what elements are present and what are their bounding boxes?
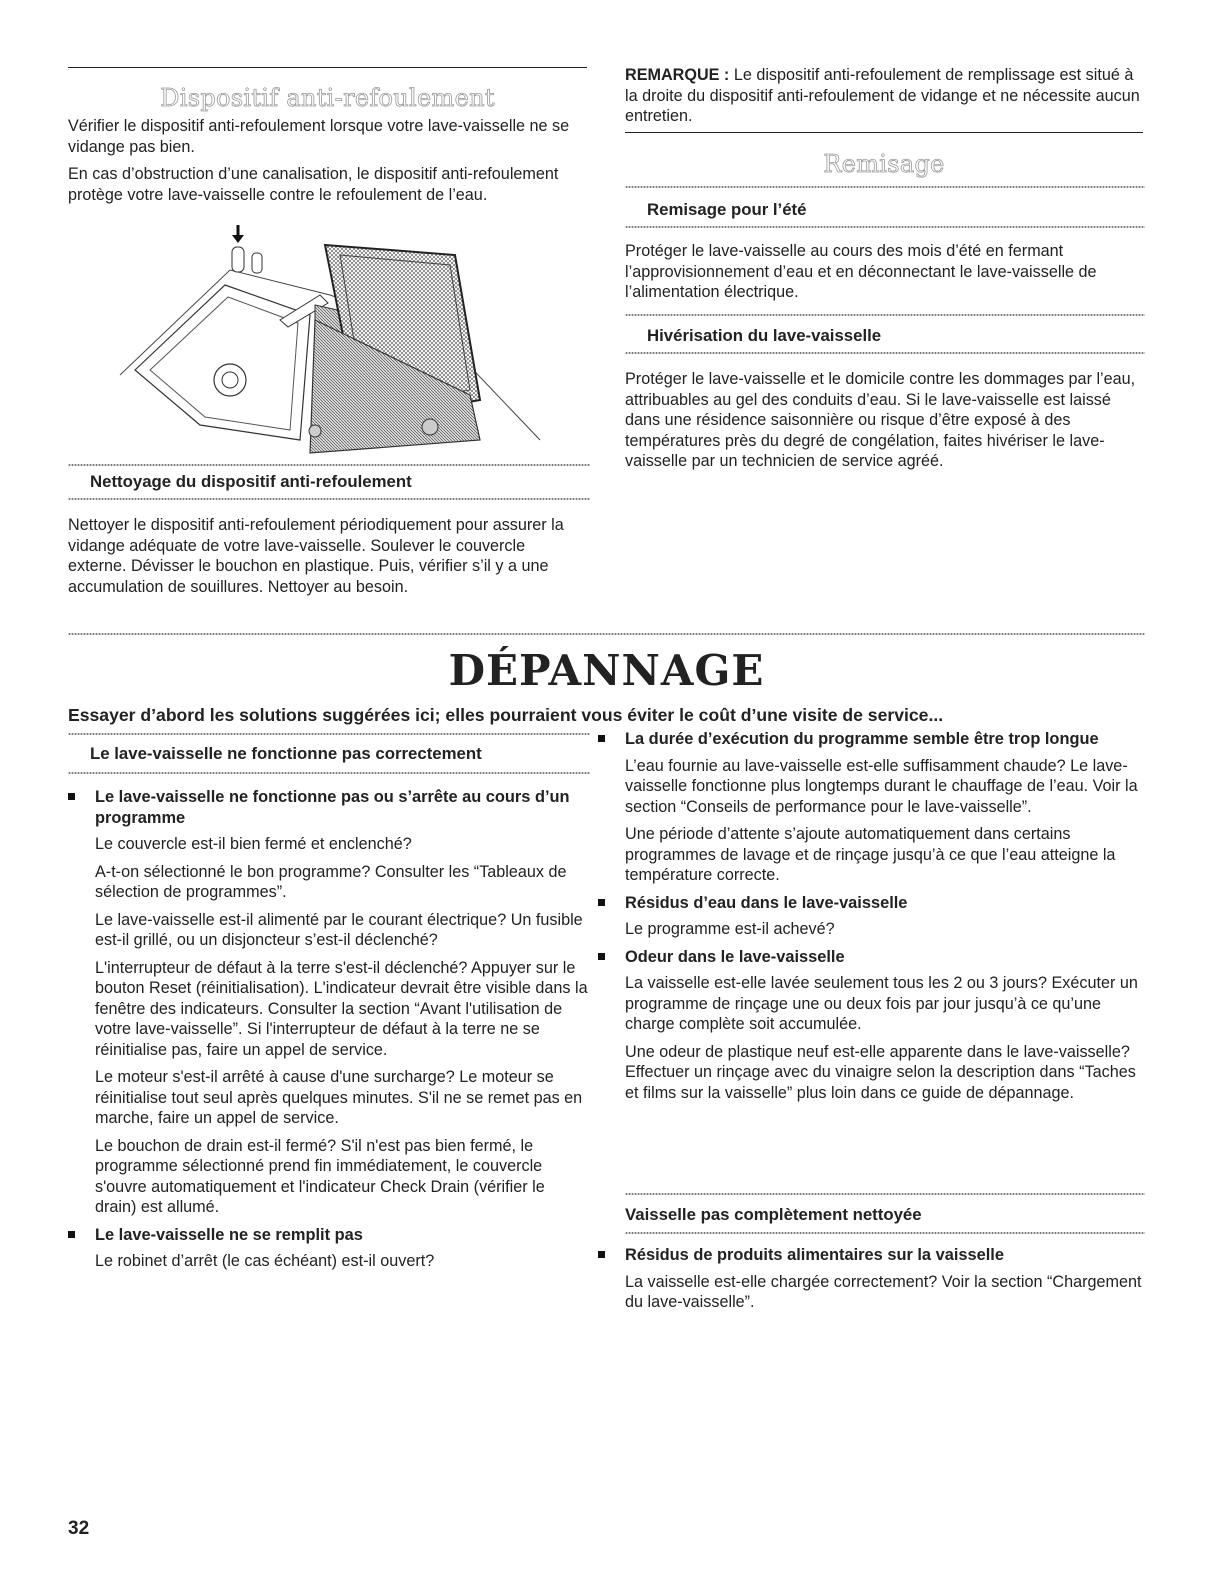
dotted-divider [625, 313, 1145, 317]
list-item [68, 787, 590, 828]
paragraph: Le moteur s'est-il arrêté à cause d'une surcharge? Le moteur se réinitialise tout seul après quelques minutes. S'il ne se remet pas en marche, faire un appel de service. [95, 1068, 583, 1127]
remarque-label: REMARQUE : [625, 66, 730, 84]
paragraph: Protéger le lave-vaisselle et le domicile contre les dommages par l’eau, attribuables au gel des conduits d’eau. Si le lave-vaisselle est laissé dans une résidence saisonnière ou risque d’être exposé à des températures près du degré de congélation, faites hivériser le lave-vaisselle par un technicien de service agréé. [625, 370, 1136, 470]
paragraph: Nettoyer le dispositif anti-refoulement périodiquement pour assurer la vidange adéquate de votre lave-vaisselle. Soulever le couvercle externe. Dévisser le bouchon en plastique. Puis, vérifier s’il y a une accumulation de souillures. Nettoyer au besoin. [68, 516, 564, 596]
depannage-right-column-bottom [598, 1245, 1146, 1320]
subheading-remisage-ete: Remisage pour l’été [647, 200, 807, 219]
list-item [68, 1225, 590, 1246]
page-title-depannage: DÉPANNAGE [448, 646, 765, 695]
sink-illustration-svg [110, 225, 550, 460]
bullet-title: La durée d’exécution du programme semble être trop longue [625, 730, 1099, 748]
section-title-dispositif: Dispositif anti-refoulement [160, 84, 495, 112]
left-top-column-bottom [68, 515, 588, 604]
subheading-vaisselle-pas-nettoyee: Vaisselle pas complètement nettoyée [625, 1205, 922, 1224]
paragraph: Protéger le lave-vaisselle au cours des mois d’été en fermant l’approvisionnement d’eau et en déconnectant le lave-vaisselle de l’alimentation électrique. [625, 242, 1097, 301]
subheading-hiverisation: Hivérisation du lave-vaisselle [647, 326, 882, 345]
paragraph: La vaisselle est-elle chargée correctement? Voir la section “Chargement du lave-vaisselle”. [625, 1272, 1142, 1311]
dotted-divider [625, 225, 1145, 229]
list-item [598, 729, 1146, 750]
paragraph: Le couvercle est-il bien fermé et enclenché? [95, 835, 412, 853]
bullet-square [598, 953, 605, 960]
bullet-square [68, 1231, 75, 1238]
dotted-divider [625, 185, 1145, 189]
bullet-square [68, 793, 75, 800]
dotted-divider [625, 351, 1145, 355]
bullet-square [598, 899, 605, 906]
bullet-title: Le lave-vaisselle ne fonctionne pas ou s’arrête au cours d’un programme [95, 788, 570, 827]
paragraph: L'interrupteur de défaut à la terre s'est-il déclenché? Appuyer sur le bouton Reset (réinitialisation). L'indicateur devrait être visible dans la fenêtre des indicateurs. Consulter la section “Avant l'utilisation de votre lave-vaisselle”. Si l'interrupteur de défaut à la terre ne se réinitialise pas, faire un appel de service. [95, 958, 588, 1059]
left-top-column [68, 116, 590, 212]
list-item [598, 1245, 1146, 1266]
paragraph: La vaisselle est-elle lavée seulement tous les 2 ou 3 jours? Exécuter un programme de rinçage une ou deux fois par jour jusqu’à ce qu’une charge complète soit accumulée. [625, 974, 1138, 1033]
bullet-title: Le lave-vaisselle ne se remplit pas [95, 1225, 363, 1244]
list-item [598, 893, 1146, 914]
bullet-title: Résidus d’eau dans le lave-vaisselle [625, 893, 908, 912]
paragraph: L’eau fournie au lave-vaisselle est-elle suffisamment chaude? Le lave-vaisselle fonctionne plus longtemps durant le chauffage de l’eau. Voir la section “Conseils de performance pour le lave-vaisselle”. [625, 756, 1138, 816]
remarque-text: Le dispositif anti-refoulement de remplissage est situé à la droite du dispositif anti-refoulement de vidange et ne nécessite aucun entretien. [625, 66, 1140, 125]
paragraph: En cas d’obstruction d’une canalisation, le dispositif anti-refoulement protège votre lave-vaisselle contre le refoulement de l’eau. [68, 165, 559, 204]
paragraph: Une période d’attente s’ajoute automatiquement dans certains programmes de lavage et de rinçage jusqu’à ce que l’eau atteigne la température correcte. [625, 825, 1116, 884]
paragraph: A-t-on sélectionné le bon programme? Consulter les “Tableaux de sélection de programmes”. [95, 862, 567, 901]
remarque-block [625, 65, 1145, 134]
paragraph: Une odeur de plastique neuf est-elle apparente dans le lave-vaisselle? Effectuer un rinçage avec du vinaigre selon la description dans “Taches et films sur la vaisselle” plus loin dans ce guide de dépannage. [625, 1042, 1136, 1102]
subheading-ne-fonctionne-pas: Le lave-vaisselle ne fonctionne pas correctement [90, 744, 482, 763]
dotted-divider [68, 732, 590, 736]
rule-right [625, 132, 1143, 133]
right-para-1 [625, 241, 1145, 310]
dotted-divider [68, 463, 590, 467]
bullet-square [598, 735, 605, 742]
sink-backflow-illustration [110, 225, 550, 460]
bullet-square [598, 1251, 605, 1258]
section-title-remisage: Remisage [823, 150, 945, 178]
paragraph: Le programme est-il achevé? [625, 920, 835, 938]
paragraph: Le robinet d’arrêt (le cas échéant) est-il ouvert? [95, 1252, 435, 1270]
depannage-right-column [598, 729, 1146, 1110]
paragraph: Vérifier le dispositif anti-refoulement lorsque votre lave-vaisselle ne se vidange pas bien. [68, 117, 570, 156]
paragraph: Le bouchon de drain est-il fermé? S'il n'est pas bien fermé, le programme sélectionné prend fin immédiatement, le couvercle s'ouvre automatiquement et l'indicateur Check Drain (vérifier le drain) est allumé. [95, 1136, 545, 1216]
page-number: 32 [68, 1518, 90, 1539]
bullet-title: Odeur dans le lave-vaisselle [625, 947, 845, 966]
dotted-divider [625, 1192, 1145, 1196]
depannage-left-column [68, 787, 590, 1279]
dotted-divider [68, 497, 590, 501]
subheading-nettoyage: Nettoyage du dispositif anti-refoulement [90, 472, 412, 491]
depannage-intro: Essayer d’abord les solutions suggérées ici; elles pourraient vous éviter le coût d’une visite de service... [68, 705, 944, 725]
list-item [598, 947, 1146, 968]
bullet-title: Résidus de produits alimentaires sur la vaisselle [625, 1246, 1004, 1264]
dotted-divider [625, 1231, 1145, 1235]
top-rule-left [68, 67, 587, 68]
dotted-divider [68, 771, 590, 775]
right-para-2 [625, 369, 1145, 479]
paragraph: Le lave-vaisselle est-il alimenté par le courant électrique? Un fusible est-il grillé, ou un disjoncteur s’est-il déclenché? [95, 910, 583, 949]
dotted-divider-wide [68, 632, 1145, 636]
